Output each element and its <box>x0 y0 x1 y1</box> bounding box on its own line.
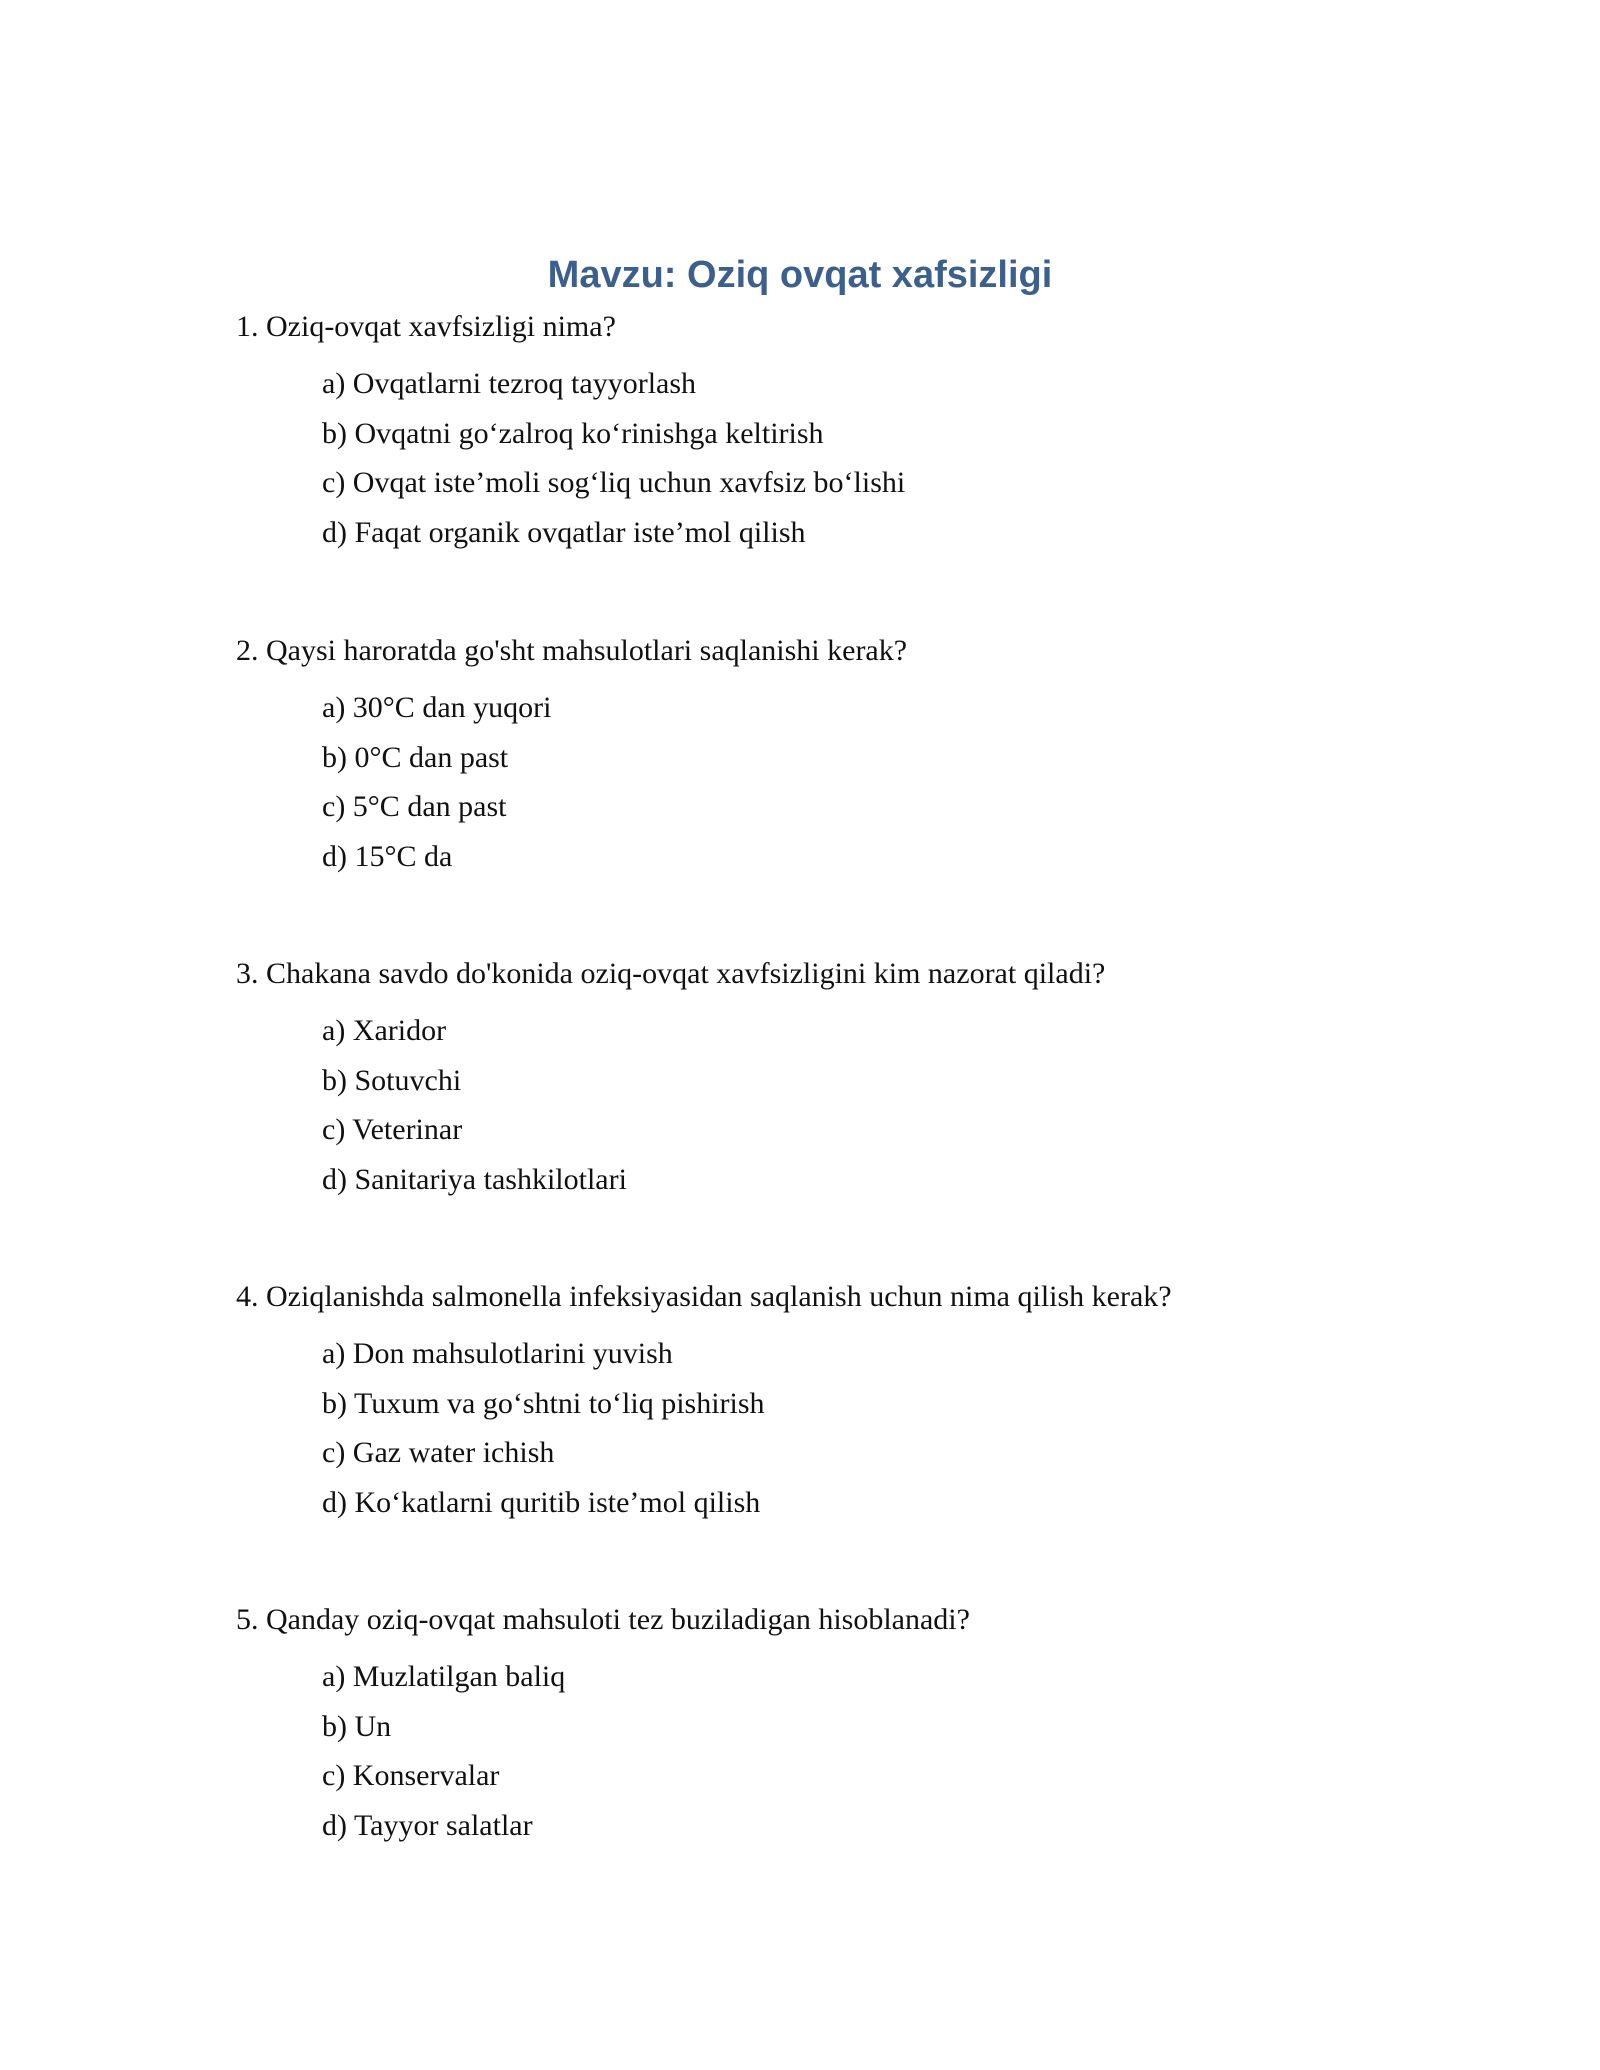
answer-option-d: d) Tayyor salatlar <box>322 1808 533 1842</box>
answer-option-a: a) Xaridor <box>322 1014 447 1047</box>
answer-option-b: b) Sotuvchi <box>322 1063 462 1097</box>
answer-option-b: b) Tuxum va go‘shtni to‘liq pishirish <box>322 1386 765 1420</box>
answer-option-a: a) 30°C dan yuqori <box>322 691 552 724</box>
answer-option-d: d) Faqat organik ovqatlar iste’mol qilish <box>322 515 806 549</box>
question-text: 5. Qanday oziq-ovqat mahsuloti tez buziladigan hisoblanadi? <box>236 1603 970 1636</box>
answer-options <box>236 1011 1436 1200</box>
question-4 <box>236 1277 1436 1532</box>
answer-options <box>236 688 1436 877</box>
answer-options <box>236 1334 1436 1523</box>
answer-option-c: c) Veterinar <box>322 1113 463 1147</box>
answer-option-c: c) Gaz water ichish <box>322 1436 555 1470</box>
question-1 <box>236 307 1436 562</box>
question-text: 3. Chakana savdo do'konida oziq-ovqat xavfsizligini kim nazorat qiladi? <box>236 957 1106 990</box>
answer-option-a: a) Muzlatilgan baliq <box>322 1660 566 1693</box>
document-title: Mavzu: Oziq ovqat xafsizligi <box>547 254 1053 296</box>
answer-option-b: b) Un <box>322 1709 392 1743</box>
answer-option-c: c) Ovqat iste’moli sog‘liq uchun xavfsiz bo‘lishi <box>322 466 906 500</box>
answer-option-d: d) Ko‘katlarni quritib iste’mol qilish <box>322 1485 761 1519</box>
answer-option-a: a) Don mahsulotlarini yuvish <box>322 1337 673 1370</box>
question-3 <box>236 954 1436 1209</box>
answer-option-b: b) 0°C dan past <box>322 740 509 774</box>
question-text: 1. Oziq-ovqat xavfsizligi nima? <box>236 310 616 343</box>
answer-option-c: c) Konservalar <box>322 1759 500 1793</box>
answer-options <box>236 364 1436 553</box>
answer-options <box>236 1657 1436 1846</box>
answer-option-b: b) Ovqatni go‘zalroq ko‘rinishga keltirish <box>322 416 824 450</box>
answer-option-d: d) Sanitariya tashkilotlari <box>322 1162 627 1196</box>
question-text: 2. Qaysi haroratda go'sht mahsulotlari saqlanishi kerak? <box>236 634 908 667</box>
question-text: 4. Oziqlanishda salmonella infeksiyasidan saqlanish uchun nima qilish kerak? <box>236 1280 1172 1313</box>
answer-option-a: a) Ovqatlarni tezroq tayyorlash <box>322 367 697 400</box>
question-2 <box>236 631 1436 886</box>
answer-option-d: d) 15°C da <box>322 839 453 873</box>
question-5 <box>236 1600 1436 1855</box>
answer-option-c: c) 5°C dan past <box>322 790 507 824</box>
